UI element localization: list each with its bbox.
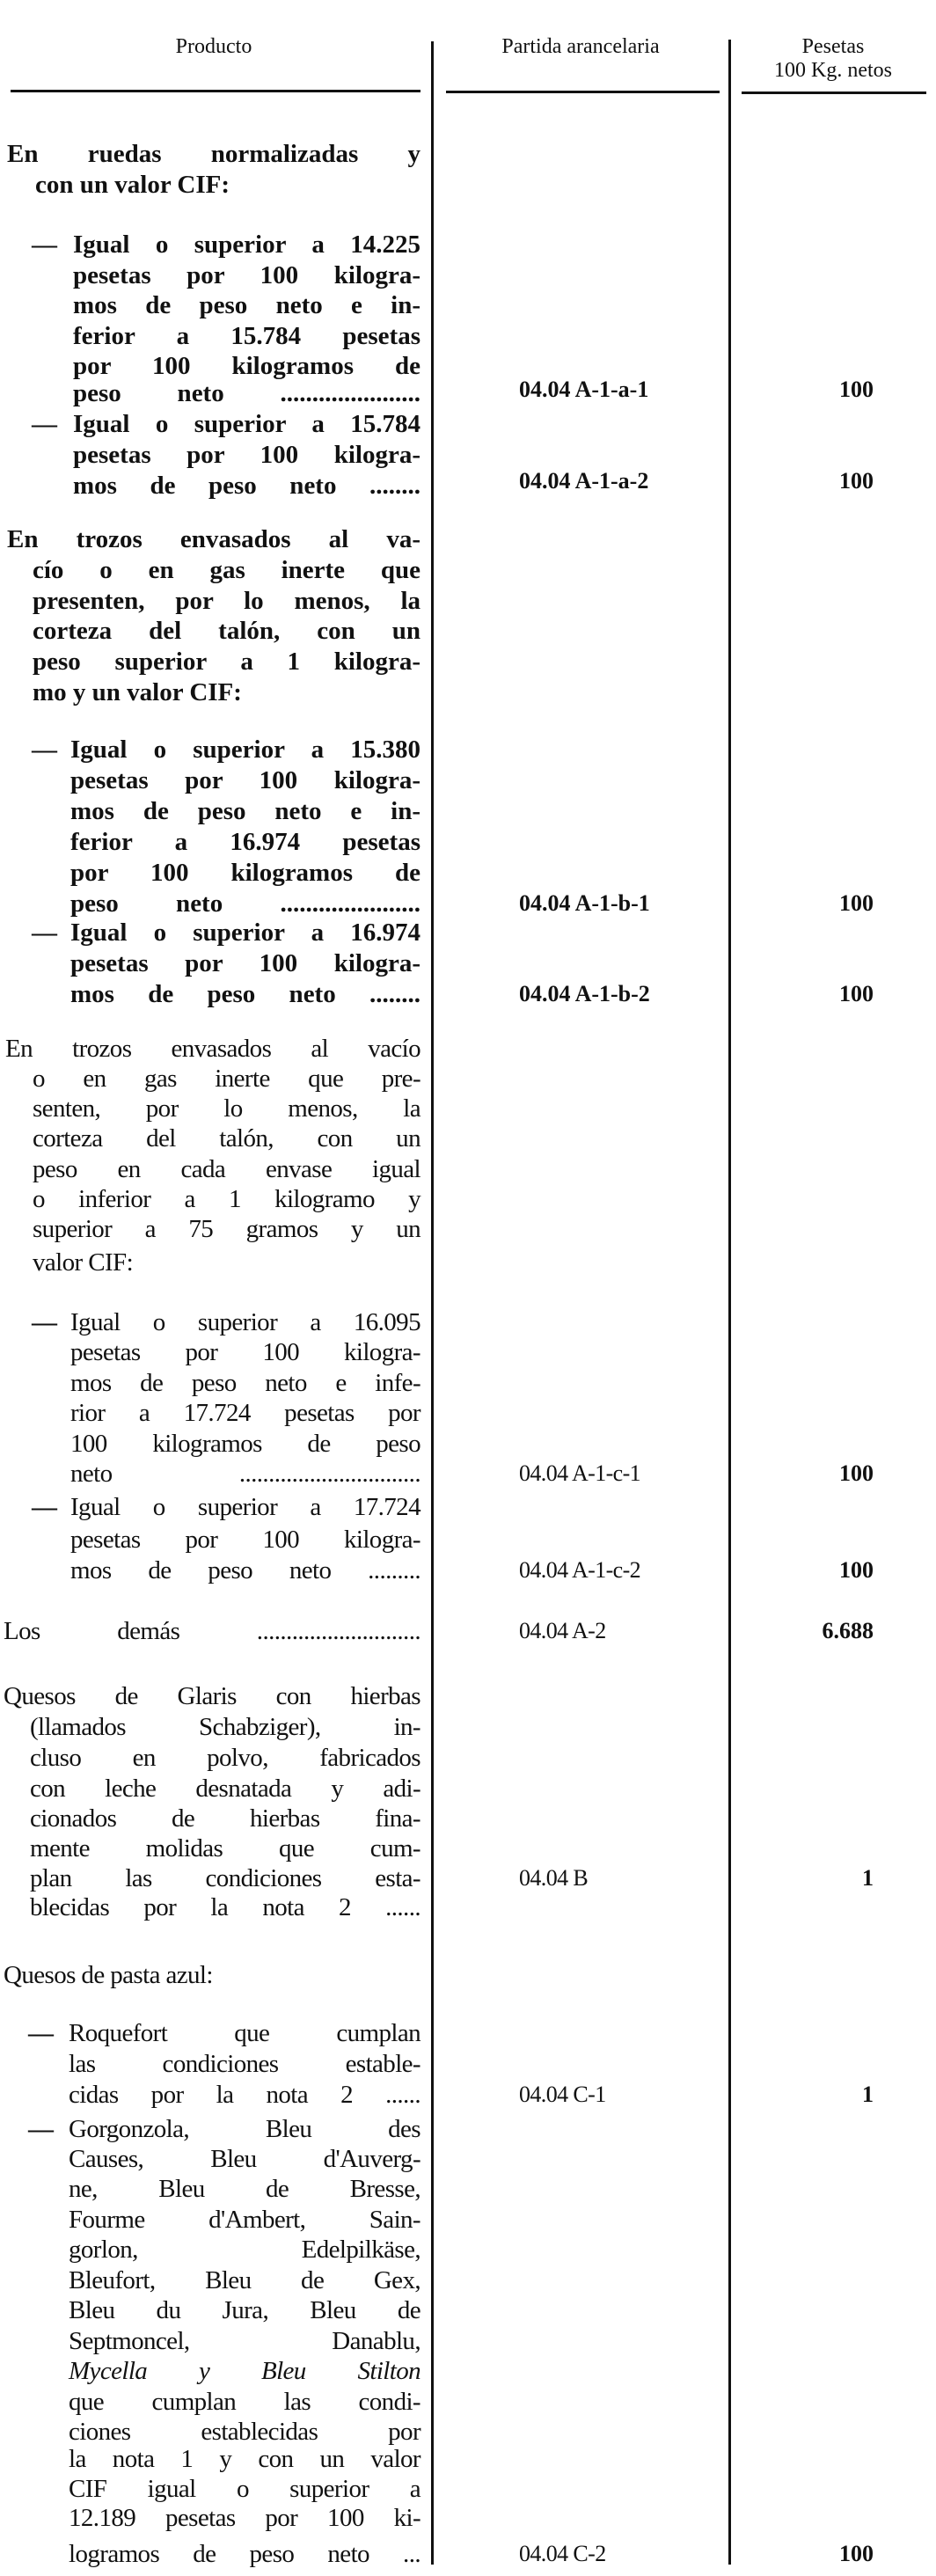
pesetas-value: 100 [839,1557,874,1583]
text-line: Causes, Bleu d'Auverg- [69,2145,420,2173]
dash-bullet: — [32,1308,57,1336]
text-line: 12.189 pesetas por 100 ki- [69,2504,420,2532]
text-line: o inferior a 1 kilogramo y [33,1185,420,1213]
text-line: pesetas por 100 kilogra- [70,1338,420,1366]
text-line: peso neto ...................... [73,379,420,407]
text-line: mos de peso neto e infe- [70,1369,420,1397]
pesetas-value: 100 [839,468,874,494]
tariff-code: 04.04 A-1-c-2 [519,1557,641,1583]
header-rule-producto [11,90,420,92]
text-line: mente molidas que cum- [30,1834,420,1862]
text-line: mo y un valor CIF: [33,678,242,706]
text-line: En trozos envasados al va- [7,525,420,553]
text-line: Igual o superior a 14.225 [73,231,420,259]
dash-bullet: — [28,2115,54,2143]
text-line: pesetas por 100 kilogra- [70,766,420,794]
text-line: cío o en gas inerte que [33,556,420,584]
text-line: pesetas por 100 kilogra- [73,261,420,289]
dash-bullet: — [32,735,57,764]
tariff-code: 04.04 A-1-a-2 [519,468,649,494]
text-line: En ruedas normalizadas y [7,140,420,168]
header-partida: Partida arancelaria [501,35,660,58]
text-line: las condiciones estable- [69,2050,420,2078]
text-line: Igual o superior a 15.380 [70,735,420,764]
text-line: Roquefort que cumplan [69,2019,420,2047]
pesetas-value: 1 [862,2082,874,2107]
tariff-code: 04.04 A-2 [519,1618,606,1643]
text-line: Igual o superior a 15.784 [73,410,420,438]
text-line: Quesos de pasta azul: [4,1961,213,1989]
text-line: gorlon, Edelpilkäse, [69,2236,420,2264]
text-line: mos de peso neto ........ [70,980,420,1008]
dash-bullet: — [32,918,57,947]
text-line: En trozos envasados al vacío [5,1035,420,1063]
header-rule-partida [446,91,720,93]
pesetas-value: 100 [839,377,874,402]
text-line: con leche desnatada y adi- [30,1775,420,1803]
text-line: ne, Bleu de Bresse, [69,2175,420,2203]
text-line: mos de peso neto ......... [70,1556,420,1584]
text-line: corteza del talón, con un [33,617,420,645]
text-line: ciones establecidas por [69,2418,420,2446]
text-line: Bleufort, Bleu de Gex, [69,2266,420,2294]
tariff-code: 04.04 C-1 [519,2082,606,2107]
text-line: mos de peso neto e in- [73,291,420,319]
text-line: peso neto ...................... [70,889,420,918]
text-line: o en gas inerte que pre- [33,1065,420,1093]
text-line: ferior a 15.784 pesetas [73,322,420,350]
text-line: Gorgonzola, Bleu des [69,2115,420,2143]
pesetas-value: 6.688 [822,1618,874,1643]
text-line: valor CIF: [33,1248,134,1277]
column-divider-1 [431,41,434,2565]
text-line: presenten, por lo menos, la [33,587,420,615]
text-line: peso en cada envase igual [33,1155,420,1183]
text-line: logramos de peso neto ... [69,2540,420,2568]
header-rule-pesetas [742,91,926,94]
text-line: superior a 75 gramos y un [33,1215,420,1243]
dash-bullet: — [32,410,57,438]
text-line: peso superior a 1 kilogra- [33,648,420,676]
text-line: por 100 kilogramos de [73,352,420,380]
text-line: senten, por lo menos, la [33,1094,420,1123]
text-line: Igual o superior a 16.974 [70,918,420,947]
text-line: mos de peso neto ........ [73,472,420,500]
column-divider-2 [728,40,731,2565]
text-line: Los demás ............................ [4,1617,420,1645]
text-line: (llamados Schabziger), in- [30,1713,420,1741]
text-line: Septmoncel, Danablu, [69,2327,420,2355]
text-line: Mycella y Bleu Stilton [69,2357,420,2385]
tariff-code: 04.04 C-2 [519,2541,606,2566]
text-line: ferior a 16.974 pesetas [70,828,420,856]
text-line: cidas por la nota 2 ...... [69,2081,420,2109]
text-line: por 100 kilogramos de [70,859,420,887]
pesetas-value: 100 [839,2541,874,2566]
text-line: Bleu du Jura, Bleu de [69,2296,420,2324]
text-line: rior a 17.724 pesetas por [70,1399,420,1427]
text-line: Quesos de Glaris con hierbas [4,1682,420,1710]
text-line: pesetas por 100 kilogra- [70,1526,420,1554]
text-line: blecidas por la nota 2 ...... [30,1893,420,1921]
text-line: con un valor CIF: [35,171,230,199]
text-line: neto ............................... [70,1460,420,1488]
tariff-code: 04.04 A-1-a-1 [519,377,649,402]
text-line: pesetas por 100 kilogra- [70,949,420,977]
header-pesetas: Pesetas 100 Kg. netos [774,35,892,82]
text-line: CIF igual o superior a [69,2475,420,2503]
text-line: la nota 1 y con un valor [69,2445,420,2473]
text-line: Igual o superior a 16.095 [70,1308,420,1336]
text-line: cluso en polvo, fabricados [30,1744,420,1772]
dash-bullet: — [32,1493,57,1521]
tariff-code: 04.04 B [519,1865,589,1891]
text-line: pesetas por 100 kilogra- [73,441,420,469]
text-line: plan las condiciones esta- [30,1864,420,1892]
header-producto: Producto [175,35,252,58]
text-line: Igual o superior a 17.724 [70,1493,420,1521]
pesetas-value: 1 [862,1865,874,1891]
text-line: Fourme d'Ambert, Sain- [69,2206,420,2234]
text-line: mos de peso neto e in- [70,797,420,825]
pesetas-value: 100 [839,890,874,916]
text-line: 100 kilogramos de peso [70,1430,420,1458]
text-line: que cumplan las condi- [69,2388,420,2416]
text-line: cionados de hierbas fina- [30,1804,420,1833]
tariff-code: 04.04 A-1-c-1 [519,1460,641,1486]
pesetas-value: 100 [839,981,874,1006]
tariff-code: 04.04 A-1-b-2 [519,981,650,1006]
pesetas-value: 100 [839,1460,874,1486]
dash-bullet: — [28,2019,54,2047]
text-line: corteza del talón, con un [33,1124,420,1153]
tariff-code: 04.04 A-1-b-1 [519,890,650,916]
dash-bullet: — [32,231,57,259]
